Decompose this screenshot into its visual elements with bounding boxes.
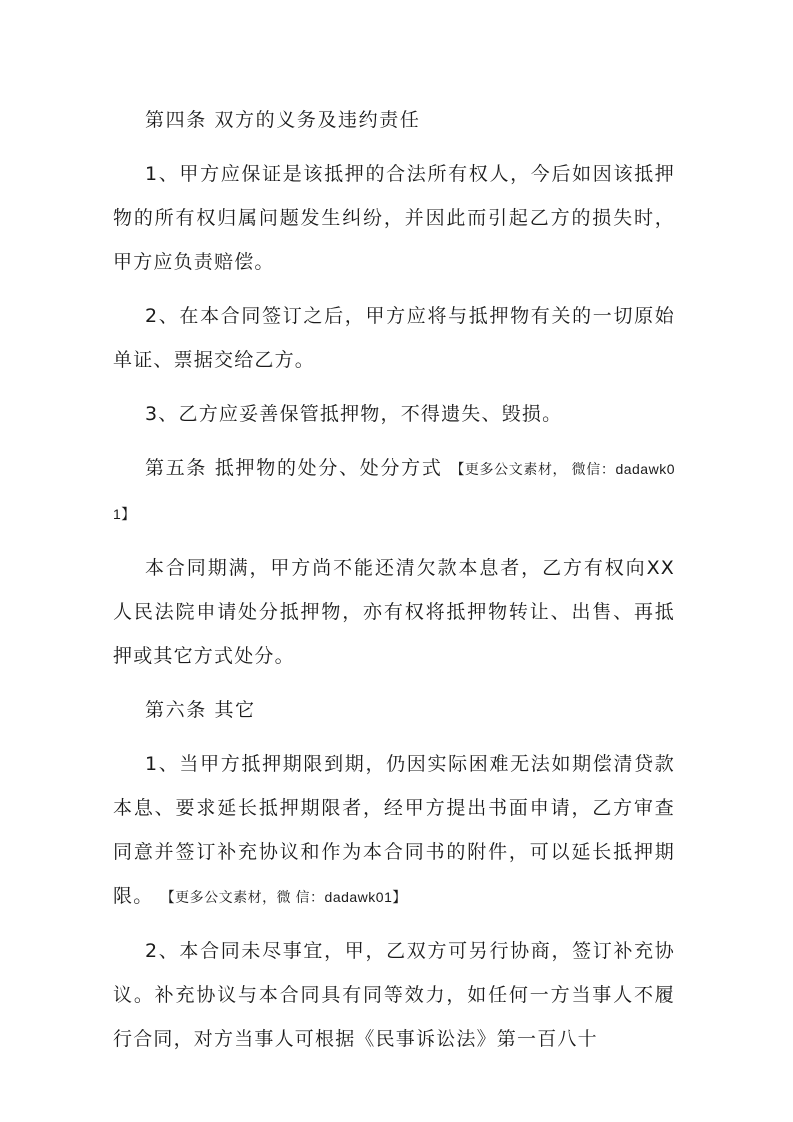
article4-item2-text: 2、在本合同签订之后，甲方应将与抵押物有关的一切原始单证、票据交给乙方。 <box>113 305 675 371</box>
article4-item1-text: 1、甲方应保证是该抵押的合法所有权人，今后如因该抵押物的所有权归属问题发生纠纷，并因此而引起乙方的损失时，甲方应负责赔偿。 <box>113 163 675 273</box>
article4-item3-text: 3、乙方应妥善保管抵押物，不得遗失、毁损。 <box>145 403 563 425</box>
document-body <box>113 98 675 1061</box>
article4-heading <box>113 98 675 142</box>
article6-item2 <box>113 929 675 1061</box>
article4-heading-text: 第四条 双方的义务及违约责任 <box>145 109 421 131</box>
article4-item2 <box>113 294 675 382</box>
article4-item3 <box>113 392 675 436</box>
article6-heading <box>113 688 675 732</box>
article4-item1 <box>113 152 675 284</box>
article6-item2-text: 2、本合同未尽事宜，甲，乙双方可另行协商，签订补充协议。补充协议与本合同具有同等效力，如任何一方当事人不履行合同，对方当事人可根据《民事诉讼法》第一百八十 <box>113 940 675 1050</box>
article5-heading-text: 第五条 抵押物的处分、处分方式 <box>145 457 451 479</box>
article5-body <box>113 546 675 678</box>
article5-body-text: 本合同期满，甲方尚不能还清欠款本息者，乙方有权向XX人民法院申请处分抵押物，亦有权将抵押物转让、出售、再抵押或其它方式处分。 <box>113 557 675 667</box>
promo-note: 【更多公文素材，微 信：dadawk01】 <box>160 889 407 905</box>
article6-item1 <box>113 742 675 919</box>
article6-heading-text: 第六条 其它 <box>145 699 256 721</box>
article6-item1-text: 1、当甲方抵押期限到期，仍因实际困难无法如期偿清贷款本息、要求延长抵押期限者，经甲方提出书面申请，乙方审查同意并签订补充协议和作为本合同书的附件，可以延长抵押期限。 <box>113 753 675 907</box>
promo-note: 【更多公文素材， 微信：dadawk01】 <box>113 461 675 522</box>
article5-heading <box>113 446 675 536</box>
